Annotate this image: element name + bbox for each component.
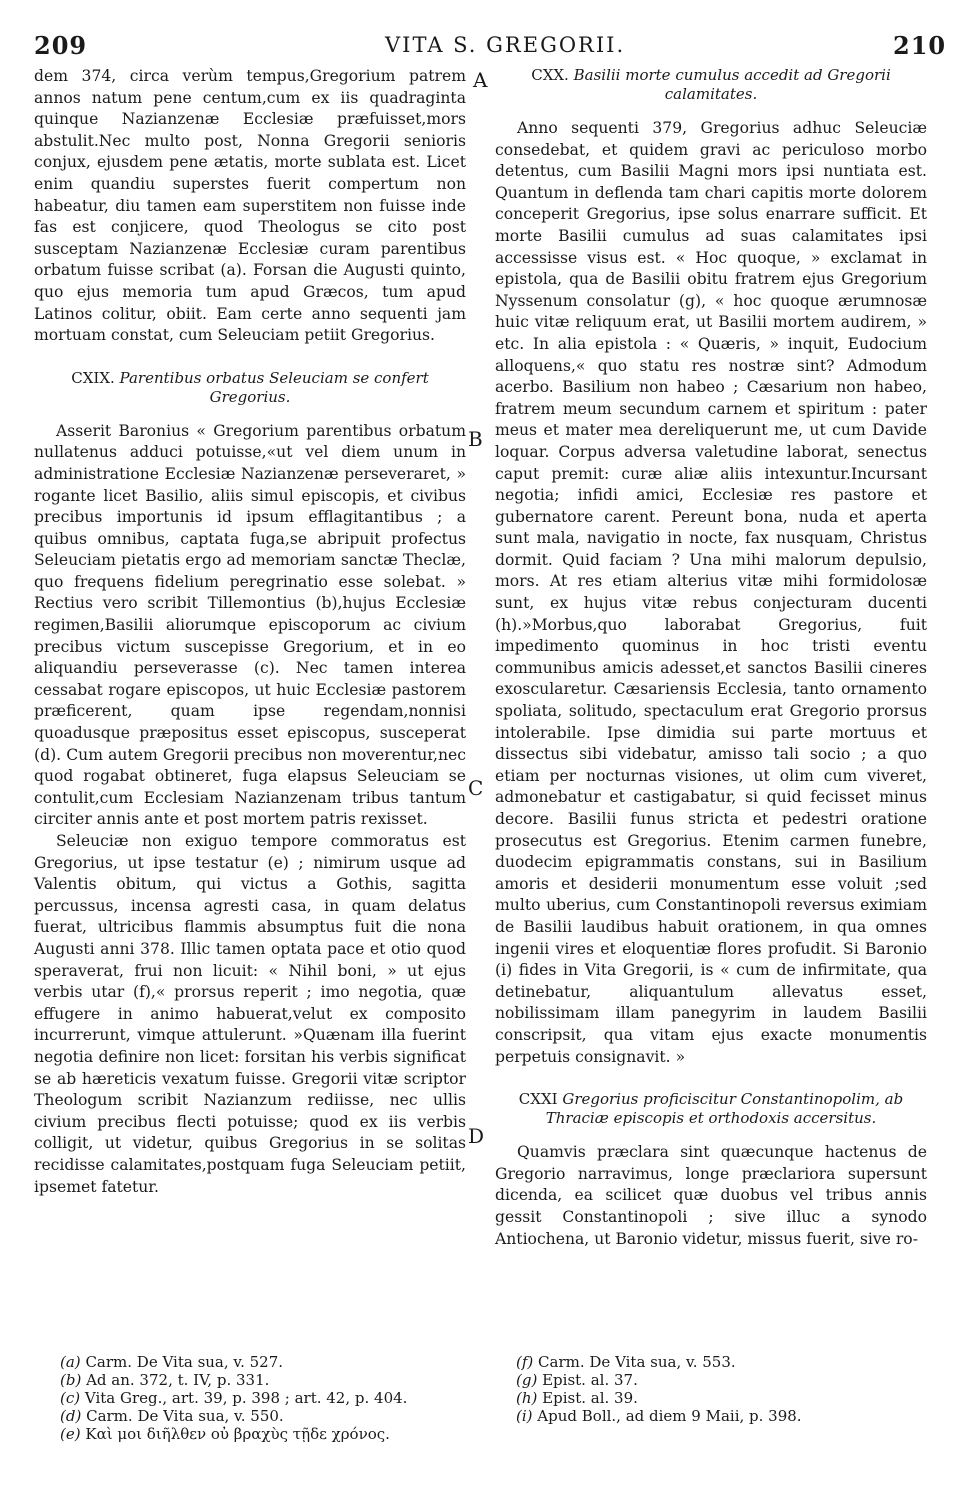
left-paragraph-2: Asserit Baronius « Gregorium parentibus orbatum nullatenus adduci potuisse,«ut vel diem unum in administratione Ecclesiæ Nazianzenæ perseveraret, » rogante licet Basilio, aliis simul episcopis, et civibus precibus importunis id ipsum efflagitantibus ; a quibus omnibus, captata fuga,se abripuit profectus Seleuciam pietatis ergo ad memoriam sanctæ Theclæ, quo frequens fidelium peregrinatio esse solebat. » Rectius vero scribit Tillemontius (b),hujus Ecclesiæ regimen,Basilii aliorumque episcoporum ac civium precibus victum suscepisse Gregorium, et in eo aliquandiu perseverasse (c). Nec tamen interea cessabat rogare episcopos, ut huic Ecclesiæ pastorem præficerent, quam ipse regendam,nonnisi quoadusque præpositus esset episcopus, susceperat (d). Cum autem Gregorii precibus non moverentur,nec quod rogabat obtineret, fuga elapsus Seleuciam se contulit,cum Ecclesiam Nazianzenam tribus tantum circiter annis ante et post mortem patris rexisset. — [34, 421, 466, 829]
footnote-a — [60, 1353, 470, 1371]
section-number: CXIX. — [71, 368, 115, 387]
section-heading-cxix — [34, 369, 466, 407]
right-paragraph-2: Quamvis præclara sint quæcunque hactenus de Gregorio narravimus, longe præclariora supersunt dicenda, ea scilicet quæ duobus vel tribus annis gessit Constantinopoli ; sive illuc a synodo Antiochena, ut Baronio videtur, missus fuerit, sive ro- — [495, 1143, 927, 1248]
footnote-d — [60, 1407, 470, 1425]
footnote-text: Ad an. 372, t. IV, p. 331. — [86, 1371, 270, 1389]
footnote-mark: (g) — [516, 1371, 538, 1389]
footnote-mark: (e) — [60, 1425, 81, 1443]
section-number: CXX. — [531, 66, 569, 84]
footnote-b — [60, 1371, 470, 1389]
footnote-h — [516, 1389, 926, 1407]
footnote-text: Vita Greg., art. 39, p. 398 ; art. 42, p. 404. — [84, 1389, 408, 1407]
footnote-text: Καὶ μοι διῆλθεν οὐ βραχὺς τῇδε χρόνος. — [85, 1425, 390, 1443]
margin-letter-b: B — [468, 427, 483, 451]
section-number: CXXI — [518, 1090, 558, 1109]
section-title: Basilii morte cumulus accedit ad Gregorii calamitates. — [573, 66, 891, 103]
footnote-mark: (i) — [516, 1407, 533, 1425]
running-title: VITA S. GREGORII. — [385, 33, 626, 57]
right-page-number: 210 — [893, 31, 947, 60]
footnotes-right — [516, 1353, 926, 1425]
left-column — [34, 66, 466, 1198]
footnote-mark: (d) — [60, 1407, 82, 1425]
left-paragraph-3: Seleuciæ non exiguo tempore commoratus est Gregorius, ut ipse testatur (e) ; nimirum usque ad Valentis obitum, qui victus a Gothis, sagitta percussus, incensa agresti casa, in quam delatus fuerat, ultricibus flammis absumptus fuit die nona Augusti anni 378. Illic tamen optata pace et otio quod speraverat, frui non licuit: « Nihil boni, » ut ejus verbis utar (f),« prorsus reperit ; imo negotia, quæ effugere in animo habuerat,velut ex composito incurrerunt, vimque attulerunt. »Quænam illa fuerint negotia definire non licet: forsitan his verbis significat se ab hæreticis vexatum fuisse. Gregorii vitæ scriptor Theologum scribit Nazianzum rediisse, nec ullis civium precibus flecti potuisse; quod ex iis verbis colligit, ut videtur, quibus Gregorius in se solitas recidisse calamitates,postquam fuga Seleuciam petiit, ipsemet fatetur. — [34, 832, 466, 1196]
footnote-f — [516, 1353, 926, 1371]
footnote-text: Epist. al. 39. — [542, 1389, 638, 1407]
footnote-text: Apud Boll., ad diem 9 Maii, p. 398. — [537, 1407, 802, 1425]
footnote-text: Epist. al. 37. — [542, 1371, 638, 1389]
footnote-c — [60, 1389, 470, 1407]
right-column — [495, 66, 927, 1250]
footnote-mark: (f) — [516, 1353, 534, 1371]
footnote-mark: (c) — [60, 1389, 81, 1407]
margin-letter-d: D — [468, 1124, 485, 1148]
footnote-mark: (h) — [516, 1389, 538, 1407]
footnote-e — [60, 1425, 470, 1443]
margin-letter-a: A — [473, 68, 488, 92]
footnote-text: Carm. De Vita sua, v. 527. — [85, 1353, 284, 1371]
left-page-number: 209 — [34, 31, 88, 60]
footnote-mark: (b) — [60, 1371, 82, 1389]
footnote-mark: (a) — [60, 1353, 81, 1371]
footnote-i — [516, 1407, 926, 1425]
margin-letter-c: C — [468, 776, 484, 800]
footnote-g — [516, 1371, 926, 1389]
section-heading-cxx — [495, 66, 927, 104]
section-title: Parentibus orbatus Seleuciam se confert Gregorius. — [119, 368, 429, 406]
footnote-text: Carm. De Vita sua, v. 550. — [86, 1407, 284, 1425]
right-paragraph-1: Anno sequenti 379, Gregorius adhuc Seleuciæ consedebat, et quidem gravi ac periculoso morbo detentus, cum Basilii Magni mors ipsi nuntiata est. Quantum in deflenda tam chari capitis morte dolorem conceperit Gregorius, ipse solus enarrare sufficit. Et morte Basilii cumulus ad suas calamitates ipsi accessisse visus est. « Hoc quoque, » exclamat in epistola, qua de Basilii obitu fratrem ejus Gregorium Nyssenum consolatur (g), « hoc quoque ærumnosæ huic vitæ reliquum erat, ut Basilii mortem audirem, » etc. In alia epistola : « Quæris, » inquit, Eudocium alloquens,« quo statu res nostræ sint? Admodum acerbo. Basilium non habeo ; Cæsarium non habeo, fratrem meum secundum carnem et spiritum : pater meus et mater mea dereliquerunt me, ut cum Davide loquar. Corpus adversa valetudine laborat, senectus caput premit: curæ aliæ aliis intexuntur.Incursant negotia; infidi amici, Ecclesiæ res pastore et gubernatore carent. Pereunt bona, nuda et aperta sunt mala, navigatio in nocte, fax nusquam, Christus dormit. Quid faciam ? Una mihi malorum depulsio, mors. At res etiam alterius vitæ mihi formidolosæ sunt, ex hujus vitæ rebus conjecturam ducenti (h).»Morbus,quo laborabat Gregorius, fuit impedimento quominus in hoc tristi eventu communibus amicis adesset,et sanctos Basilii cineres exoscularetur. Cæsariensis Ecclesia, tanto ornamento spoliata, solitudo, spectaculum erat Gregorio prorsus intolerabile. Ipse dimidia sui parte mortuus et dissectus sibi videbatur, amisso tali socio ; a quo etiam per nocturnas visiones, ut olim cum viveret, admonebatur et castigabatur, si quid fecisset minus decore. Basilii funus stricta et pedestri oratione prosecutus est Gregorius. Etenim carmen funebre, duodecim epigrammatis constans, sui in Basilium amoris et desiderii monumentum esse voluit ;sed multo uberius, cum Constantinopoli reversus eximiam de Basilii laudibus habuit orationem, in qua omnes ingenii vires et eloquentiæ flores profudit. Si Baronio (i) fides in Vita Gregorii, is « cum de infirmitate, qua detinebatur, aliquantulum allevatus esset, nobilissimam illam panegyrim in laudem Basilii conscripsit, qua vitam ejus exacte monumentis perpetuis consignavit. » — [495, 119, 927, 1066]
section-heading-cxxi — [495, 1090, 927, 1128]
left-paragraph-1: dem 374, circa verùm tempus,Gregorium patrem annos natum pene centum,cum ex iis quadraginta quinque Nazianzenæ Ecclesiæ præfuisset,mors abstulit.Nec multo post, Nonna Gregorii senioris conjux, ejusdem pene ætatis, morte sublata est. Licet enim quandiu superstes fuerit compertum non habeatur, diu tamen eam superstitem non fuisse inde fas est conjicere, quod Theologus se cito post susceptam Nazianzenæ Ecclesiæ curam parentibus orbatum fuisse scribat (a). Forsan die Augusti quinto, quo ejus memoria tum apud Græcos, tum apud Latinos colitur, obiit. Eam certe anno sequenti jam mortuam constat, cum Seleuciam petiit Gregorius. — [34, 67, 466, 345]
footnotes-left — [60, 1353, 470, 1443]
section-title: Gregorius proficiscitur Constantinopolim, ab Thraciæ episcopis et orthodoxis accersitus. — [545, 1090, 904, 1128]
footnote-text: Carm. De Vita sua, v. 553. — [538, 1353, 736, 1371]
